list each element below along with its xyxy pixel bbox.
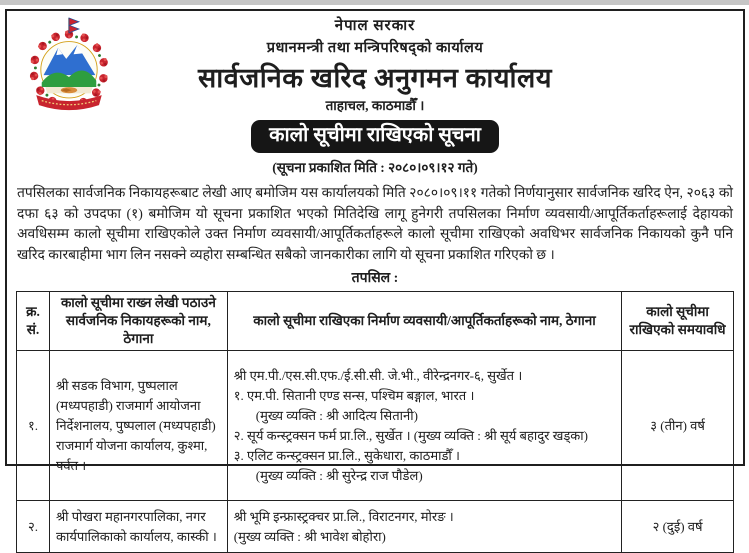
contractor-line: १. एम.पी. सितानी एण्ड सन्स, पश्चिम बङ्गाल, भारत । [233, 387, 475, 403]
scan-artifact-strip [0, 0, 749, 5]
office-name-title: सार्वजनिक खरिद अनुगमन कार्यालय [197, 63, 552, 93]
contractor-line: (मुख्य व्यक्ति : श्री आदित्य सितानी) [255, 407, 418, 423]
contractor-line: ३. एलिट कन्स्ट्रक्सन प्रा.लि., सुकेधारा, काठमाडौँ । [233, 447, 460, 463]
contractor-line: श्री भूमि इन्फ्रास्ट्रक्चर प्रा.लि., विराटनगर, मोरङ । [233, 508, 454, 524]
cell-agency: श्री सडक विभाग, पुष्पलाल (मध्यपहाडी) राजमार्ग आयोजना निर्देशनालय, पुष्पलाल (मध्यपहाडी) राजमार्ग योजना कार्यालय, कुश्मा, पर्वत । [49, 351, 227, 501]
header-duration: कालो सूचीमा राखिएको समयावधि [622, 292, 734, 351]
header-contractor: कालो सूचीमा राखिएका निर्माण व्यवसायी/आपूर्तिकर्ताहरूको नाम, ठेगाना [227, 292, 621, 351]
notice-title-badge: कालो सूचीमा राखिएको सूचना [251, 120, 499, 153]
table-caption: तपसिल : [351, 271, 399, 286]
contractor-line: श्री एम.पी./एस.सी.एफ./ई.सी.सी. जे.भी., वीरेन्द्रनगर-६, सुर्खेत । [233, 367, 523, 383]
header-agency: कालो सूचीमा राख्न लेखी पठाउने सार्वजनिक निकायहरूको नाम, ठेगाना [49, 292, 227, 351]
office-address: ताहाचल, काठमाडौँ । [325, 98, 425, 113]
table-header-row [17, 292, 734, 351]
contractor-line: (मुख्य व्यक्ति : श्री सुरेन्द्र राज पौडेल) [255, 467, 423, 483]
table-row [17, 501, 734, 553]
cell-duration: ३ (तीन) वर्ष [622, 351, 734, 501]
cell-serial-number: २. [17, 501, 50, 553]
cell-serial-number: १. [17, 351, 50, 501]
nepal-government-emblem-icon [22, 17, 116, 117]
government-name: नेपाल सरकार [334, 18, 416, 34]
notice-body-paragraph: तपसिलका सार्वजनिक निकायहरूबाट लेखी आए बमोजिम यस कार्यालयको मिति २०८०।०९।११ गतेको निर्णयानुसार सार्वजनिक खरिद ऐन, २०६३ को दफा ६३ को उपदफा (१) बमोजिम यो सूचना प्रकाशित भएको मितिदेखि लागू हुनेगरी तपसिलका निर्माण व्यवसायी/आपूर्तिकर्ताहरूलाई देहायको अवधिसम्म कालो सूचीमा राखिएकोले उक्त निर्माण व्यवसायी/आपूर्तिकर्ताहरूले कालो सूचीमा राखिएको अवधिभर सार्वजनिक निकायको कुनै पनि खरिद कारबाहीमा भाग लिन नसक्ने व्यहोरा सम्बन्धित सबैको जानकारीका लागि यो सूचना प्रकाशित गरिएको छ । [17, 185, 733, 262]
parent-office-name: प्रधानमन्त्री तथा मन्त्रिपरिषद्को कार्यालय [266, 40, 484, 56]
notice-title-row [16, 114, 734, 153]
notice-document [5, 9, 745, 544]
published-date: (सूचना प्रकाशित मिति : २०८०।०९।१२ गते) [272, 160, 478, 175]
table-row [17, 351, 734, 501]
cell-duration: २ (दुई) वर्ष [622, 501, 734, 553]
header-serial-number: क्र. सं. [17, 292, 50, 351]
cell-contractor [227, 351, 621, 501]
contractor-line: (मुख्य व्यक्ति : श्री भावेश बोहोरा) [233, 528, 386, 544]
document-header [16, 15, 734, 176]
blacklist-table [16, 291, 734, 553]
cell-contractor [227, 501, 621, 553]
contractor-line: २. सूर्य कन्स्ट्रक्सन फर्म प्रा.लि., सुर्खेत । (मुख्य व्यक्ति : श्री सूर्य बहादुर खड्का) [233, 427, 588, 443]
cell-agency: श्री पोखरा महानगरपालिका, नगर कार्यपालिकाको कार्यालय, कास्की । [49, 501, 227, 553]
